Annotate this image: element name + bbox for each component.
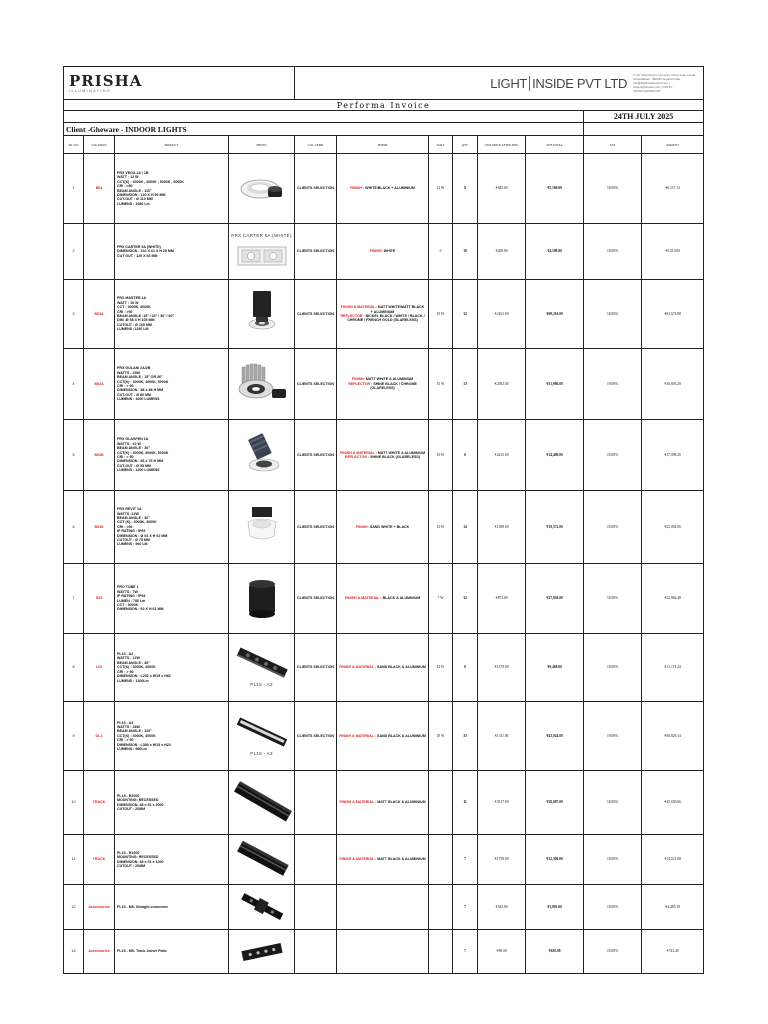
photo-cell [229, 771, 295, 835]
finish-label: FINISH: [351, 377, 365, 382]
col-header: SUB TOTAL [526, 136, 584, 154]
surface-cylinder-product-image [229, 574, 294, 624]
qty-cell: 7 [453, 885, 478, 930]
photo-cell [229, 349, 295, 420]
watt-cell [429, 930, 453, 974]
product-cell: PRX VEGA 1A / 1B WATT : 12 W CCT(K) : 3000K , 4000K , 5000K , 6000K CRI : >80 BEAM ANGLE : 110° DIMENSION : 120 X H 50 MM CUT-OUT : Ø 110 MM LUMENS : 1080 Lm [115, 154, 229, 224]
twin-carter-product-image [229, 239, 294, 269]
finish-text: SAND BLACK & ALUMINIUM [377, 665, 426, 670]
sub-total-cell: ₹31,096.00 [526, 349, 584, 420]
linear-dots-product-image [229, 647, 294, 683]
finish-label: FINISH & MATERIAL : [339, 450, 377, 455]
col-temp-cell: CLIENTS SELECTION [295, 420, 337, 491]
unit-price-cell: ₹2392.00 [478, 349, 526, 420]
col-header: UNIT PRICE AFTER DISC [478, 136, 526, 154]
unit-price-cell: ₹3517.00 [478, 771, 526, 835]
table-row [64, 349, 704, 420]
logo-subtext: ILLUMINATING [69, 88, 112, 93]
unit-price-cell: ₹873.00 [478, 564, 526, 634]
col-temp-cell [295, 771, 337, 835]
finish-text: MATT WHITE & ALUMINIUM [365, 377, 414, 382]
watt-cell: 10 W [429, 420, 453, 491]
col-header: SR. NO. [64, 136, 84, 154]
unit-price-cell: ₹2415.00 [478, 420, 526, 491]
qty-cell: 32 [453, 280, 478, 349]
watt-cell: 12 W [429, 491, 453, 564]
qty-cell: 33 [453, 702, 478, 771]
amount-cell: ₹36,693.28 [642, 349, 704, 420]
col-temp-cell: CLIENTS SELECTION [295, 154, 337, 224]
location-cell: Accessories [84, 930, 115, 974]
reflector-label: REFLECTOR : [345, 455, 370, 459]
gst-cell: 18.00% [584, 771, 642, 835]
reflector-label: REFLECTOR : [340, 314, 365, 318]
location-cell: OL2 [84, 702, 115, 771]
location-cell: TRACK [84, 771, 115, 835]
col-temp-cell: CLIENTS SELECTION [295, 564, 337, 634]
finish-label: FINISH: [369, 249, 383, 254]
watt-cell: 10 W [429, 280, 453, 349]
finish-cell [337, 154, 429, 224]
photo-cell [229, 634, 295, 702]
watt-cell: 15 W [429, 349, 453, 420]
invoice-table [63, 66, 704, 974]
sr-no-cell: 1 [64, 154, 84, 224]
product-cell: PL15 - R2000 MOUNTING: RECESSED DIMENSION: 48 x 51 x 2000 CUTOUT : 20MM [115, 771, 229, 835]
sub-total-cell: ₹27,936.00 [526, 564, 584, 634]
qty-cell: 11 [453, 771, 478, 835]
amount-cell: ₹6,157.12 [642, 154, 704, 224]
document-title: Performa Invoice [64, 100, 704, 111]
finish-label: FINISH : [350, 186, 365, 191]
unit-price-cell: ₹1398.00 [478, 491, 526, 564]
product-cell: PRX MASTER 2A WATT : 10 W CCT : 3000K, 4000K CRI : >90 BEAM ANGLE :15° / 24° / 36° / 60° DIM :Ø 58 X H 105 MM CUTOUT : Ø 165 MM LUMENS :1250 LM [115, 280, 229, 349]
qty-cell: 6 [453, 420, 478, 491]
reflector-label: REFLECTOR : [348, 381, 373, 386]
photo-cell [229, 885, 295, 930]
col-header: PHOTO [229, 136, 295, 154]
sub-total-cell: ₹4,500.00 [526, 224, 584, 280]
product-cell: PRO TUBE 1 WATTS : 7W IP RATING : IP54 LUMEN : 780 Lm CCT : 3000K DIMENSION : 60 X H 61 MM [115, 564, 229, 634]
finish-cell [337, 771, 429, 835]
gst-cell: 18.00% [584, 420, 642, 491]
sub-total-cell: ₹9,468.00 [526, 634, 584, 702]
connector-product-image [229, 889, 294, 925]
amount-cell: ₹17,098.20 [642, 420, 704, 491]
finish-cell [337, 634, 429, 702]
finish-cell [337, 420, 429, 491]
gst-cell: 18.00% [584, 154, 642, 224]
col-temp-cell [295, 885, 337, 930]
watt-cell: 18 W [429, 702, 453, 771]
finish-text: MATT BLACK & ALUMINIUM [377, 857, 426, 862]
unit-price-cell: ₹1758.00 [478, 835, 526, 885]
qty-cell: 7 [453, 835, 478, 885]
unit-price-cell: ₹2163.00 [478, 280, 526, 349]
column-header-row [64, 136, 704, 154]
finish-text: MATT WHITE/MATT BLACK + ALUMINIUM [370, 305, 425, 314]
round-downlight-product-image [229, 169, 294, 209]
location-cell: L02 [84, 634, 115, 702]
finish-text: MATT WHITE & ALUMINIUM [377, 450, 426, 455]
reflector-text: NICKEL BLACK / WHITE / BLACK / CHROME / FRENCH GOLD (GLARELESS) [347, 314, 425, 323]
heatsink-spot-product-image [229, 361, 294, 407]
unit-price-cell: ₹1311.00 [478, 702, 526, 771]
photo-cell [229, 154, 295, 224]
finish-text: BLACK & ALUMINIUM [382, 596, 421, 601]
location-cell: B02A [84, 349, 115, 420]
sub-total-cell: ₹43,024.00 [526, 702, 584, 771]
sr-no-cell: 6 [64, 491, 84, 564]
finish-cell [337, 491, 429, 564]
reflector-text: SHINE BLACK / CHROME (GLARELESS) [370, 381, 417, 391]
table-row [64, 224, 704, 280]
watt-cell [429, 835, 453, 885]
finish-cell [337, 702, 429, 771]
amount-cell: ₹743.40 [642, 930, 704, 974]
amount-cell: ₹32,964.48 [642, 564, 704, 634]
photo-cell [229, 564, 295, 634]
client-spacer [584, 123, 704, 136]
col-header: COL. TEMP. [295, 136, 337, 154]
col-temp-cell: CLIENTS SELECTION [295, 634, 337, 702]
table-row [64, 634, 704, 702]
finish-label: FINISH & MATERIAL : [339, 733, 377, 738]
gst-cell: 18.00% [584, 564, 642, 634]
tilted-spot-product-image [229, 431, 294, 479]
finish-text: WHITE [383, 249, 396, 254]
amount-cell: ₹50,829.14 [642, 702, 704, 771]
sub-total-cell: ₹12,306.00 [526, 835, 584, 885]
photo-cell [229, 280, 295, 349]
qty-cell: 6 [453, 634, 478, 702]
gst-cell: 18.00% [584, 702, 642, 771]
date-spacer [64, 111, 584, 123]
col-header: LOCATION [84, 136, 115, 154]
amount-cell: ₹4,485.18 [642, 885, 704, 930]
product-cell: PRX REVIT 1A WATTS :12W BEAM ANGLE : 36° CCT (K) : 3000K, 4000K CRI : >90 IP RATING : IP65 DIMENSION : Ø 92 X H 62 MM CUTOUT : Ø 75 MM LUMENS : 960 LM [115, 491, 229, 564]
finish-cell [337, 885, 429, 930]
sub-total-cell: ₹630.00 [526, 930, 584, 974]
sr-no-cell: 11 [64, 835, 84, 885]
invoice-sheet [63, 66, 703, 974]
col-header: FINISH [337, 136, 429, 154]
table-row [64, 702, 704, 771]
finish-label: FINISH & MATERIAL: [340, 305, 377, 310]
table-row [64, 564, 704, 634]
location-cell [84, 224, 115, 280]
reflector-text: SHINE BLACK (GLARELESS) [370, 455, 421, 459]
finish-cell [337, 349, 429, 420]
location-cell: Accessories [84, 885, 115, 930]
track-short-product-image [229, 838, 294, 882]
product-cell: PRX GLASPEN 1A WATTS : 10 W BEAM ANGLE : 36° CCT(K) : 3000K, 4000K, 5000K CRI : > 90 DIMENSION : 86 x 76 H MM CUT-OUT : Ø 55 MM LUMENS : 1200 LUMENS [115, 420, 229, 491]
logo-text: PRISHA [69, 71, 143, 90]
finish-text: SAND WHITE + BLACK [369, 524, 410, 529]
location-cell: B03A [84, 280, 115, 349]
photo-cell [229, 491, 295, 564]
product-cell: PL15 - A2 WATTS : 12W BEAM ANGLE : 36° CCT(K) : 3000K, 4000K CRI : > 90 DIMENSION : L252 x W15 x H82 LUMENS : 1200Lm [115, 634, 229, 702]
finish-text: MATT BLACK & ALUMINIUM [377, 800, 426, 805]
table-row [64, 154, 704, 224]
finish-text: SAND BLACK & ALUMINIUM [377, 733, 426, 738]
watt-cell [429, 771, 453, 835]
prisha-logo [66, 71, 292, 93]
gst-cell: 18.00% [584, 349, 642, 420]
watt-cell: 12 W [429, 634, 453, 702]
qty-cell: 14 [453, 491, 478, 564]
finish-cell [337, 564, 429, 634]
qty-cell: 7 [453, 930, 478, 974]
product-cell: PRX GULANI 2A/2B WATTS : 15W BEAM ANGLE : 15° OR 36° CCT(K) : 3000K, 4000K, 5000K CRI : > 90 DIMENSION : 88 x 88 H MM CUT-OUT : Ø 80 MM LUMENS : 1600 LUMENS [115, 349, 229, 420]
location-cell: B03S [84, 491, 115, 564]
col-temp-cell: CLIENTS SELECTION [295, 224, 337, 280]
gst-cell: 18.00% [584, 885, 642, 930]
qty-cell: 32 [453, 564, 478, 634]
sub-total-cell: ₹69,216.00 [526, 280, 584, 349]
joiner-plate-product-image [229, 938, 294, 966]
photo-cell [229, 702, 295, 771]
sub-total-cell: ₹19,572.00 [526, 491, 584, 564]
cylinder-spot-product-image [229, 288, 294, 340]
finish-cell [337, 280, 429, 349]
sub-total-cell: ₹14,490.00 [526, 420, 584, 491]
logo-cell [64, 67, 295, 100]
photo-caption: PL15 - A3 [250, 750, 273, 756]
col-temp-cell [295, 930, 337, 974]
qty-cell: 13 [453, 349, 478, 420]
table-row [64, 771, 704, 835]
product-cell: PL15 - A3 WATTS : 18W BEAM ANGLE : 120° CCT(K) : 3000K, 4000K CRI : > 90 DIMENSION : L380 x W15 x H23 LUMENS : 980Lm [115, 702, 229, 771]
col-temp-cell: CLIENTS SELECTION [295, 349, 337, 420]
unit-price-cell: ₹450.00 [478, 224, 526, 280]
unit-price-cell: ₹645.00 [478, 154, 526, 224]
unit-price-cell: ₹90.00 [478, 930, 526, 974]
finish-label: FINISH & MATERIAL : [339, 800, 377, 805]
finish-cell [337, 224, 429, 280]
photo-cell [229, 224, 295, 280]
company-cell [295, 67, 704, 100]
col-temp-cell: CLIENTS SELECTION [295, 491, 337, 564]
sub-total-cell: ₹5,160.00 [526, 154, 584, 224]
sub-total-cell: ₹3,801.00 [526, 885, 584, 930]
watt-cell [429, 885, 453, 930]
sr-no-cell: 13 [64, 930, 84, 974]
amount-cell: ₹81,674.88 [642, 280, 704, 349]
unit-price-cell: ₹1578.00 [478, 634, 526, 702]
product-cell: PRX CARTER 5A (WHITE) DIMENSION : 132 X 61 X H 25 MM CUT OUT : 125 X 53 MM [115, 224, 229, 280]
linear-bar-product-image [229, 716, 294, 752]
gst-cell: 18.00% [584, 224, 642, 280]
qty-cell: 10 [453, 224, 478, 280]
track-long-product-image [229, 779, 294, 827]
location-cell: S03 [84, 564, 115, 634]
gst-cell: 18.00% [584, 835, 642, 885]
location-cell: TRACK [84, 835, 115, 885]
amount-cell: ₹5,310.00 [642, 224, 704, 280]
col-temp-cell: CLIENTS SELECTION [295, 280, 337, 349]
sr-no-cell: 5 [64, 420, 84, 491]
sr-no-cell: 4 [64, 349, 84, 420]
sr-no-cell: 9 [64, 702, 84, 771]
col-header: QTY [453, 136, 478, 154]
col-header: PRODUCT [115, 136, 229, 154]
sub-total-cell: ₹38,687.00 [526, 771, 584, 835]
gst-cell: 18.00% [584, 280, 642, 349]
col-temp-cell [295, 835, 337, 885]
location-cell: B04 [84, 154, 115, 224]
col-header: GST [584, 136, 642, 154]
finish-label: FINISH & MATERIAL : [339, 857, 377, 862]
table-row [64, 420, 704, 491]
unit-price-cell: ₹543.00 [478, 885, 526, 930]
sr-no-cell: 8 [64, 634, 84, 702]
photo-cell [229, 835, 295, 885]
product-cell: PL15 - M5- Straight connector [115, 885, 229, 930]
table-row [64, 885, 704, 930]
watt-cell: 7 W [429, 564, 453, 634]
company-name: LIGHT INSIDE PVT LTD [490, 75, 628, 91]
finish-cell [337, 835, 429, 885]
company-address: C-40, Ghanshyam Complex Clone Ingle Lands, Ahmedabad - 380015 Gujarat India. info@lightinsidepvtltd.com | www.lightinside.com | GSTIN: 24AADCL0000A1Z0 [633, 73, 696, 93]
table-row [64, 280, 704, 349]
deep-downlight-product-image [229, 504, 294, 550]
qty-cell: 8 [453, 154, 478, 224]
sr-no-cell: 12 [64, 885, 84, 930]
finish-cell [337, 930, 429, 974]
finish-label: FINISH: [355, 524, 369, 529]
finish-text: WHITE/BLACK + ALUMINIUM [365, 186, 415, 191]
product-cell: PL15 - M5- Track Joiner Plate [115, 930, 229, 974]
col-header: WATT [429, 136, 453, 154]
watt-cell: 0 [429, 224, 453, 280]
gst-cell: 18.00% [584, 491, 642, 564]
amount-cell: ₹14,521.08 [642, 835, 704, 885]
gst-cell: 18.00% [584, 634, 642, 702]
invoice-date: 24TH JULY 2025 [584, 111, 704, 123]
product-cell: PL15 - R1000 MOUNTING: RECESSED DIMENSION: 48 x 51 x 1000 CUTOUT : 20MM [115, 835, 229, 885]
client-name: Client -Gheware - INDOOR LIGHTS [64, 123, 584, 136]
table-row [64, 491, 704, 564]
photo-caption: PRX CARTER 5A (WHITE) [231, 233, 292, 239]
photo-caption: PL15 - A2 [250, 682, 273, 688]
finish-label: FINISH & MATERIAL : [339, 665, 377, 670]
table-row [64, 930, 704, 974]
photo-cell [229, 420, 295, 491]
location-cell: B02B [84, 420, 115, 491]
finish-label: FINISH & MATERIAL : [344, 596, 382, 601]
sr-no-cell: 3 [64, 280, 84, 349]
amount-cell: ₹45,650.66 [642, 771, 704, 835]
col-temp-cell: CLIENTS SELECTION [295, 702, 337, 771]
col-header: AMOUNT [642, 136, 704, 154]
table-row [64, 835, 704, 885]
watt-cell: 12 W [429, 154, 453, 224]
sr-no-cell: 2 [64, 224, 84, 280]
amount-cell: ₹11,172.24 [642, 634, 704, 702]
sr-no-cell: 10 [64, 771, 84, 835]
sr-no-cell: 7 [64, 564, 84, 634]
amount-cell: ₹23,094.96 [642, 491, 704, 564]
gst-cell: 18.00% [584, 930, 642, 974]
photo-cell [229, 930, 295, 974]
